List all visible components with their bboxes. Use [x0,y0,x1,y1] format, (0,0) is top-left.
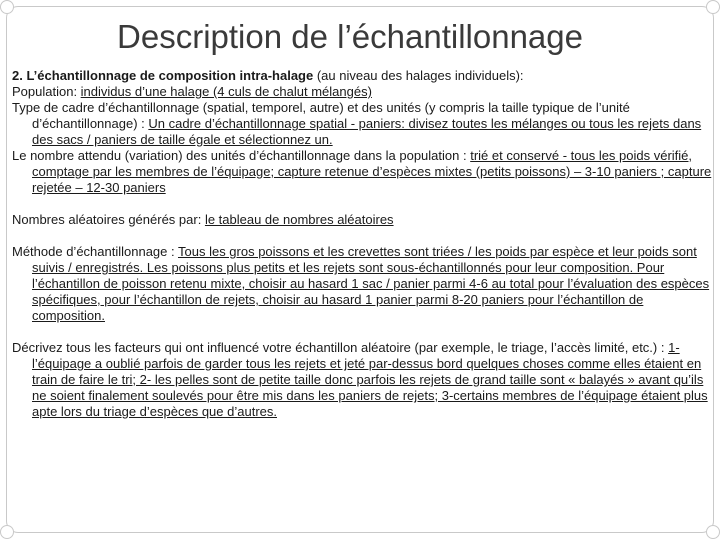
random-value: le tableau de nombres aléatoires [204,212,394,227]
frame-paragraph [12,100,712,148]
corner-handle-bottom-left [0,525,14,539]
factors-label: Décrivez tous les facteurs qui ont influencé votre échantillon aléatoire (par exemple, le triage, l’accès limité, etc.) : [12,340,669,355]
factors-value: 1- l’équipage a oublié parfois de garder tous les rejets et jeté par-dessus bord quelques choses comme elles étaient en train de faire le tri; 2- les pelles sont de petite taille donc parfois les rejets de grand taille sont « balayés » avant qu’ils ne soient finalement soulevés pour être mis dans les paniers de rejets; 3-certains membres de l’équipage étaient plus apte lors du triage d’espèces que d’autres. [32,340,708,419]
number-label: Le nombre attendu (variation) des unités d’échantillonnage dans la population : [12,148,471,163]
section-heading-note: (au niveau des halages individuels): [313,68,524,83]
number-value: trié et conservé - tous les poids vérifié, comptage par les membres de l’équipage; capture retenue d’espèces mixtes (petits poissons) – 3-10 paniers ; capture rejetée – 12-30 paniers [32,148,712,195]
spacer [12,196,712,212]
corner-handle-top-left [0,0,14,14]
frame-label: Type de cadre d’échantillonnage (spatial, temporel, autre) et des unités (y compris la taille typique de l’unité d’échantillonnage) : [12,100,630,131]
random-paragraph [12,212,712,228]
population-label: Population: [12,84,81,99]
method-value: Tous les gros poissons et les crevettes sont triées / les poids par espèce et leur poids sont suivis / enregistrés. Les poissons plus petits et les rejets sont sous-échantillonnés pour leur composition. Pour l’échantillon de poisson retenu mixte, choisir au hasard 1 sac / panier parmi 4-6 au total pour l’évaluation des espèces spécifiques, pour l’échantillon de rejets, choisir au hasard 1 panier parmi 8-20 paniers pour l’échantillon de composition. [32,244,710,323]
random-label: Nombres aléatoires générés par: [12,212,205,227]
section-heading: 2. L’échantillonnage de composition intra-halage [12,68,314,83]
corner-handle-bottom-right [706,525,720,539]
number-paragraph [12,148,712,196]
slide-title: Description de l’échantillonnage [117,18,583,55]
method-paragraph [12,244,712,324]
spacer [12,228,712,244]
factors-paragraph [12,340,712,420]
population-value: individus d’une halage (4 culs de chalut mélangés) [80,84,372,99]
frame-value: Un cadre d’échantillonnage spatial - paniers: divisez toutes les mélanges ou tous les rejets dans des sacs / paniers de taille égale et sélectionnez un. [32,116,702,147]
population-paragraph [12,84,712,100]
spacer [12,324,712,340]
corner-handle-top-right [706,0,720,14]
method-label: Méthode d’échantillonnage : [12,244,178,259]
slide-body [12,68,712,420]
section-heading-paragraph [12,68,712,84]
